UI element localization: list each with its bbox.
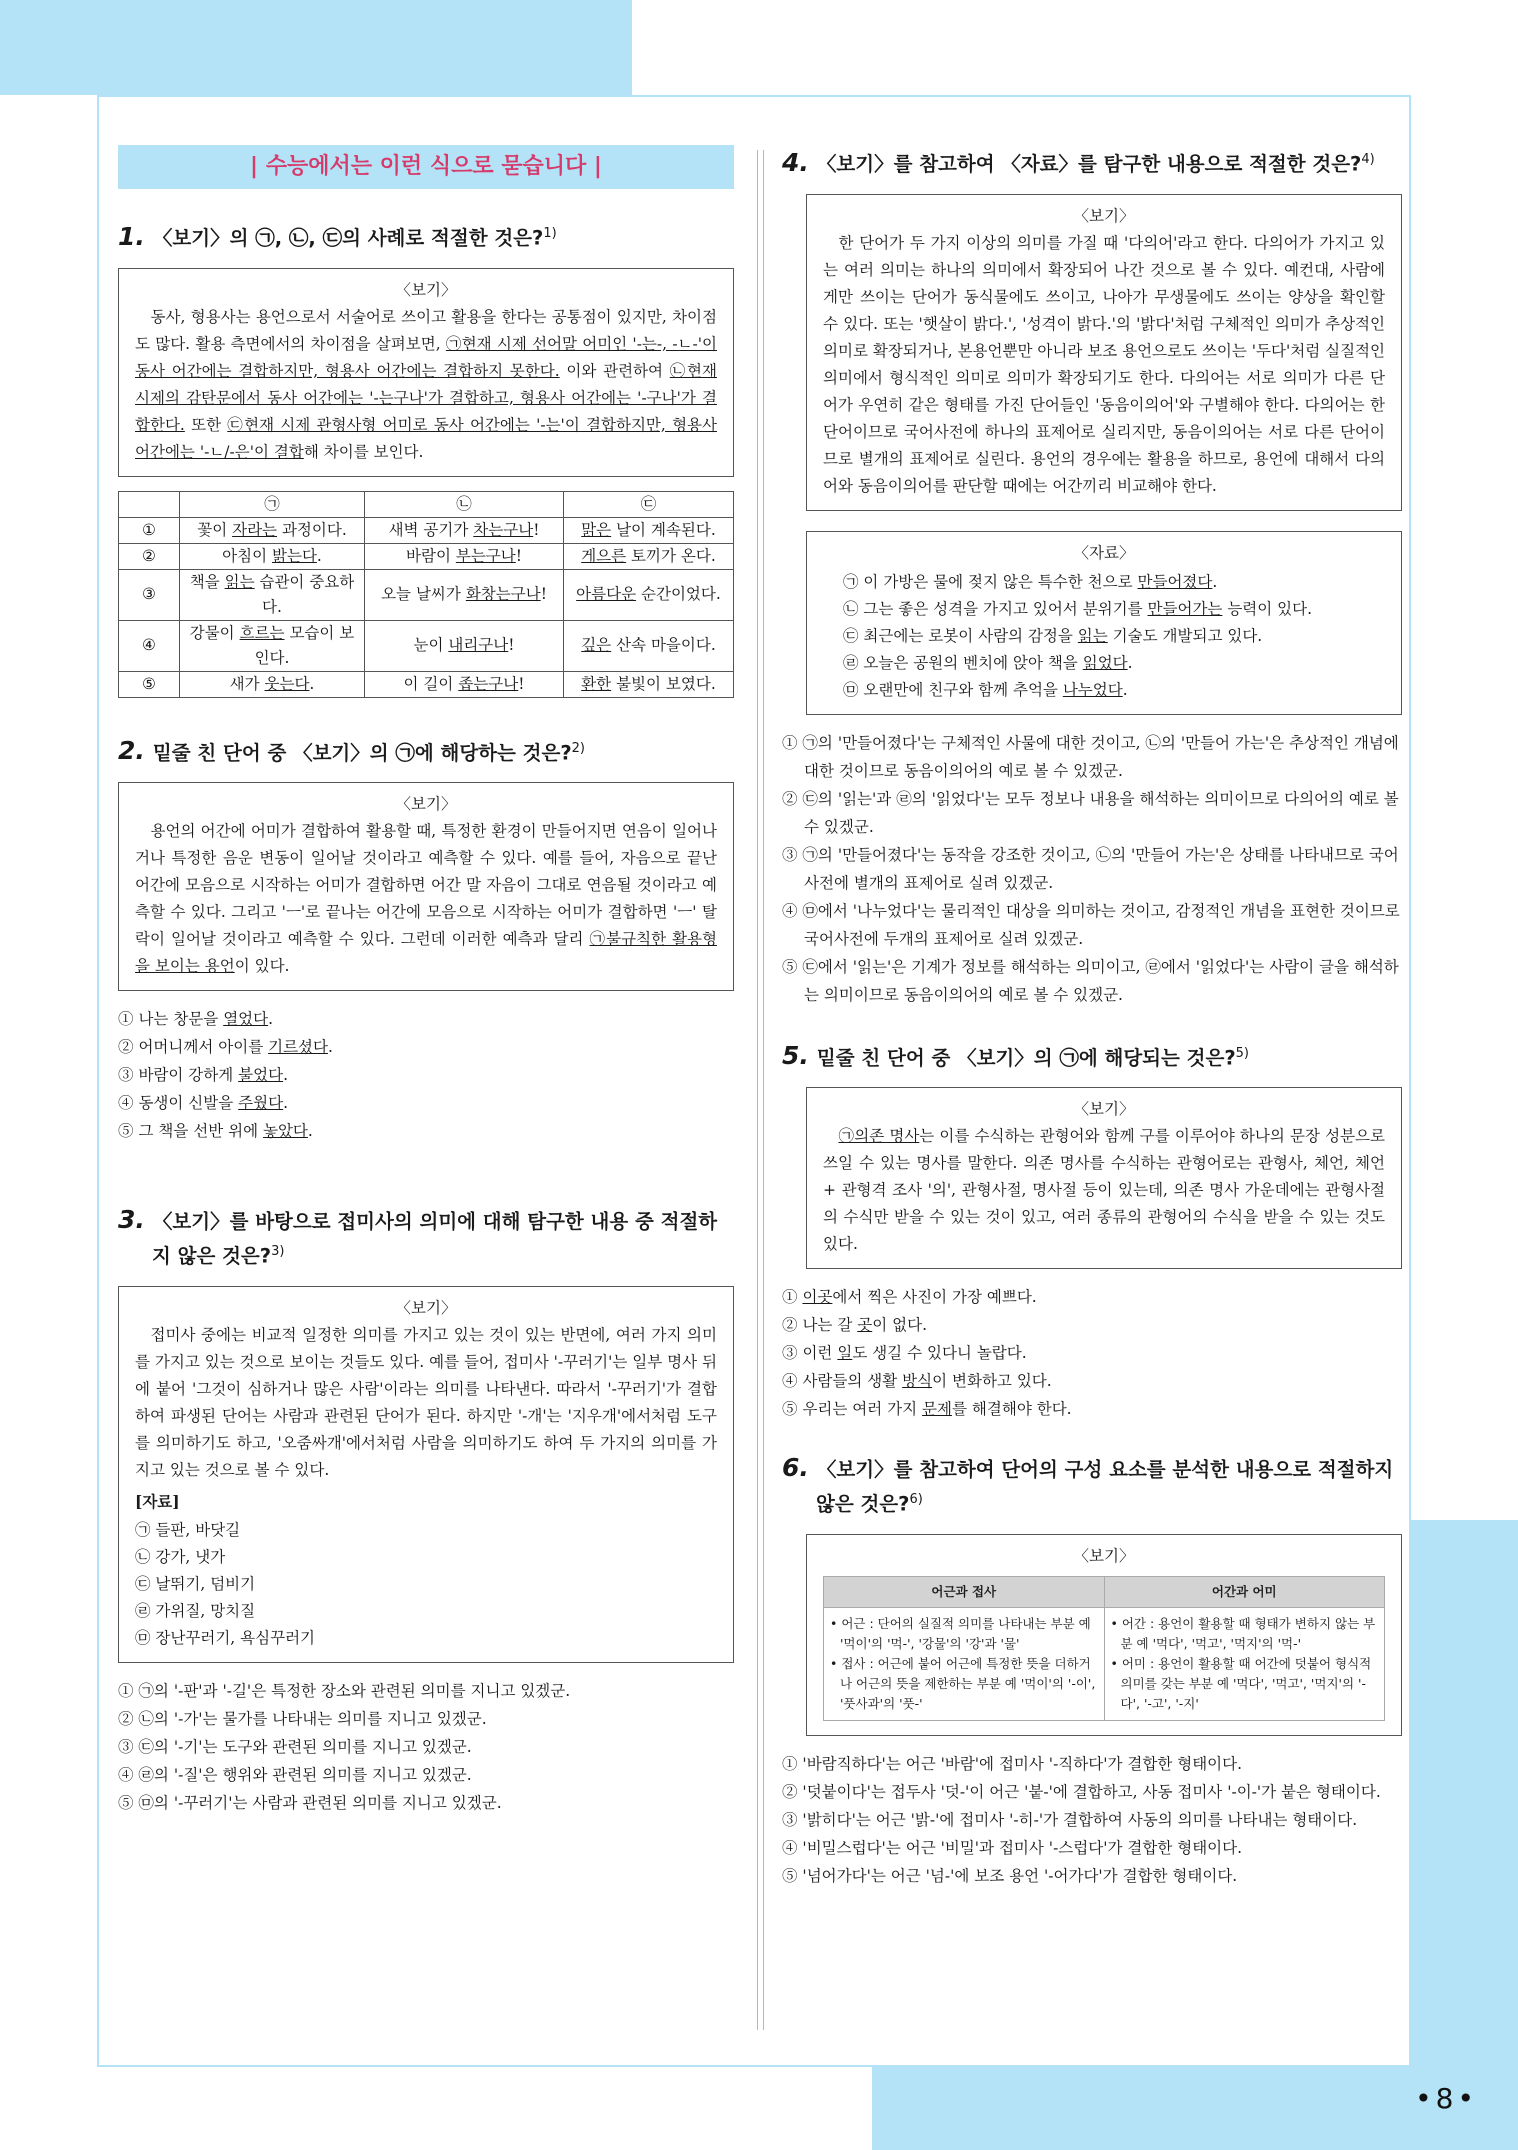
question-6-title bbox=[782, 1453, 1402, 1520]
choice-item[interactable]: ① ㉠의 '-판'과 '-길'은 특정한 장소와 관련된 의미를 지니고 있겠군. bbox=[118, 1681, 571, 1700]
question-number: 5. bbox=[782, 1041, 809, 1070]
choice-list bbox=[782, 729, 1402, 1009]
data-list bbox=[823, 569, 1385, 704]
bogi-text: 용언의 어간에 어미가 결합하여 활용할 때, 특정한 환경이 만들어지면 연음이 일어나거나 특정한 음운 변동이 일어날 것이라고 예측할 수 있다. 예를 들어, 자음으로 끝난 어간에 모음으로 시작하는 어미가 결합하면 어간 말 자음이 그대로 연음될 것이라고 예측할 수 있다. 그리고 'ㅡ'로 끝나는 어간에 모음으로 시작하는 어미가 결합하면 'ㅡ' 탈락이 일어날 것이라고 예측할 수 있다. 그런데 이러한 예측과 달리 ㉠불규칙한 활용형을 보이는 용언이 있다. bbox=[135, 822, 717, 975]
grammar-cell: • 어근 : 단어의 실질적 의미를 나타내는 부분 예 '먹이'의 '먹-', '강물'의 '강'과 '물' • 접사 : 어근에 붙어 어근에 특정한 뜻을 더하거나 어근의 뜻을 제한하는 부분 예 '먹이'의 '-이', '풋사과'의 '풋-' bbox=[824, 1607, 1105, 1720]
bogi-box bbox=[806, 194, 1402, 511]
question-1 bbox=[118, 219, 734, 698]
grammar-table bbox=[823, 1576, 1385, 1721]
footnote-marker: 5) bbox=[1235, 1045, 1249, 1061]
question-text: 밑줄 친 단어 중 〈보기〉의 ㉠에 해당되는 것은? bbox=[816, 1046, 1236, 1069]
choice-item[interactable]: ② '덧붙이다'는 접두사 '덧-'이 어근 '붙-'에 결합하고, 사동 접미사 '-이-'가 붙은 형태이다. bbox=[782, 1782, 1381, 1801]
question-5 bbox=[782, 1039, 1402, 1424]
grammar-cell: • 어간 : 용언이 활용할 때 형태가 변하지 않는 부분 예 '먹다', '먹고', '먹지'의 '먹-' • 어미 : 용언이 활용할 때 어간에 덧붙어 형식적 의미를 갖는 부분 예 '먹다', '먹고', '먹지'의 '-다', '-고', '-지' bbox=[1104, 1607, 1385, 1720]
choice-item[interactable]: ② ㉢의 '읽는'과 ㉣의 '읽었다'는 모두 정보나 내용을 해석하는 의미이므로 다의어의 예로 볼 수 있겠군. bbox=[782, 789, 1399, 836]
left-column bbox=[118, 145, 734, 1829]
choice-list bbox=[118, 1005, 734, 1145]
bogi-text: 접미사 중에는 비교적 일정한 의미를 가지고 있는 것이 있는 반면에, 여러 가지 의미를 가지고 있는 것으로 보이는 것들도 있다. 예를 들어, 접미사 '-꾸러기'는 일부 명사 뒤에 붙어 '그것이 심하거나 많은 사람'이라는 의미를 나타낸다. 따라서 '-꾸러기'가 결합하여 파생된 단어는 사람과 관련된 단어가 된다. 하지만 '-개'는 '지우개'에서처럼 도구를 의미하기도 하고, '오줌싸개'에서처럼 사람을 의미하기도 하여 두 가지의 의미를 가지고 있는 것으로 볼 수 있다. bbox=[135, 1325, 717, 1479]
data-title: [자료] bbox=[135, 1491, 180, 1511]
corner-decoration-top bbox=[0, 0, 632, 95]
table-row[interactable]: ① 꽃이 자라는 과정이다. 새벽 공기가 차는구나! 맑은 날이 계속된다. bbox=[119, 517, 734, 543]
choice-item[interactable]: ③ '밝히다'는 어근 '밝-'에 접미사 '-히-'가 결합하여 사동의 의미를 나타내는 형태이다. bbox=[782, 1810, 1358, 1829]
choice-item[interactable]: ② 나는 갈 곳이 없다. bbox=[782, 1316, 927, 1334]
table-row[interactable]: ③ 책을 읽는 습관이 중요하다. 오늘 날씨가 화창는구나! 아름다운 순간이었다. bbox=[119, 569, 734, 620]
choice-item[interactable]: ⑤ 그 책을 선반 위에 놓았다. bbox=[118, 1122, 313, 1140]
choice-item[interactable]: ① ㉠의 '만들어졌다'는 구체적인 사물에 대한 것이고, ㉡의 '만들어 가는'은 추상적인 개념에 대한 것이므로 동음이의어의 예로 볼 수 있겠군. bbox=[782, 733, 1399, 780]
question-2-title bbox=[118, 734, 734, 769]
choice-list bbox=[782, 1283, 1402, 1423]
choice-item[interactable]: ④ 동생이 신발을 주웠다. bbox=[118, 1094, 289, 1112]
question-text: 〈보기〉의 ㉠, ㉡, ㉢의 사례로 적절한 것은? bbox=[152, 226, 544, 250]
choice-item[interactable]: ① '바람직하다'는 어근 '바람'에 접미사 '-직하다'가 결합한 형태이다. bbox=[782, 1754, 1243, 1773]
choice-list bbox=[782, 1750, 1402, 1890]
grammar-col-header: 어근과 접사 bbox=[824, 1576, 1105, 1607]
choice-item[interactable]: ④ '비밀스럽다'는 어근 '비밀'과 접미사 '-스럽다'가 결합한 형태이다. bbox=[782, 1838, 1243, 1857]
choice-item[interactable]: ③ 바람이 강하게 불었다. bbox=[118, 1066, 289, 1084]
column-divider bbox=[757, 150, 764, 2030]
choice-item[interactable]: ② ㉡의 '-가'는 물가를 나타내는 의미를 지니고 있겠군. bbox=[118, 1709, 487, 1728]
data-item: ㉠ 이 가방은 물에 젖지 않은 특수한 천으로 만들어졌다. bbox=[843, 572, 1218, 591]
table-row[interactable]: ④ 강물이 흐르는 모습이 보인다. 눈이 내리구나! 깊은 산속 마을이다. bbox=[119, 620, 734, 671]
table-row[interactable]: ② 아침이 밝는다. 바람이 부는구나! 게으른 토끼가 온다. bbox=[119, 543, 734, 569]
box-title: 〈보기〉 bbox=[1073, 206, 1135, 225]
choice-item[interactable]: ⑤ '넘어가다'는 어근 '넘-'에 보조 용언 '-어가다'가 결합한 형태이다. bbox=[782, 1866, 1238, 1885]
footnote-marker: 6) bbox=[909, 1492, 923, 1507]
question-2 bbox=[118, 734, 734, 1146]
data-box bbox=[806, 531, 1402, 715]
choice-item[interactable]: ⑤ 우리는 여러 가지 문제를 해결해야 한다. bbox=[782, 1400, 1072, 1418]
footnote-marker: 2) bbox=[571, 740, 585, 756]
box-title: 〈보기〉 bbox=[1073, 1546, 1135, 1565]
page-number: •8• bbox=[1415, 2082, 1478, 2115]
data-item: ㉠ 들판, 바닷길 bbox=[135, 1520, 241, 1539]
choice-item[interactable]: ③ 이런 일도 생길 수 있다니 놀랍다. bbox=[782, 1344, 1027, 1362]
choice-item[interactable]: ③ ㉠의 '만들어졌다'는 동작을 강조한 것이고, ㉡의 '만들어 가는'은 상태를 나타내므로 국어사전에 별개의 표제어로 실려 있겠군. bbox=[782, 845, 1399, 892]
question-3 bbox=[118, 1205, 734, 1817]
box-title: 〈보기〉 bbox=[395, 795, 457, 813]
bogi-box bbox=[118, 268, 734, 477]
choice-item[interactable]: ④ ㉤에서 '나누었다'는 물리적인 대상을 의미하는 것이고, 감정적인 개념을 표현한 것이므로 국어사전에 두개의 표제어로 실려 있겠군. bbox=[782, 901, 1400, 948]
question-1-title bbox=[118, 219, 734, 254]
question-text: 〈보기〉를 바탕으로 접미사의 의미에 대해 탐구한 내용 중 적절하지 않은 것은? bbox=[152, 1210, 718, 1268]
question-number: 1. bbox=[118, 221, 145, 251]
right-column bbox=[782, 145, 1402, 1902]
choice-item[interactable]: ⑤ ㉢에서 '읽는'은 기계가 정보를 해석하는 의미이고, ㉣에서 '읽었다'는 사람이 글을 해석하는 의미이므로 동음이의어의 예로 볼 수 있겠군. bbox=[782, 957, 1399, 1004]
choice-list bbox=[118, 1677, 734, 1817]
bogi-box bbox=[806, 1534, 1402, 1736]
question-6 bbox=[782, 1453, 1402, 1890]
answer-options-table bbox=[118, 491, 734, 698]
question-number: 2. bbox=[118, 736, 145, 765]
bogi-text: ㉠의존 명사는 이를 수식하는 관형어와 함께 구를 이루어야 하나의 문장 성분으로 쓰일 수 있는 명사를 말한다. 의존 명사를 수식하는 관형어로는 관형사, 체언, 체언 + 관형격 조사 '의', 관형사절, 명사절 등이 있는데, 의존 명사 가운데에는 관형사절의 수식만 받을 수 있는 것이 있고, 여러 종류의 관형어의 수식을 받을 수 있는 것도 있다. bbox=[823, 1127, 1385, 1253]
data-item: ㉡ 그는 좋은 성격을 가지고 있어서 분위기를 만들어가는 능력이 있다. bbox=[843, 599, 1313, 618]
data-list bbox=[135, 1517, 717, 1652]
data-item: ㉢ 날뛰기, 덤비기 bbox=[135, 1574, 256, 1593]
data-item: ㉢ 최근에는 로봇이 사람의 감정을 읽는 기술도 개발되고 있다. bbox=[843, 626, 1263, 645]
question-text: 밑줄 친 단어 중 〈보기〉의 ㉠에 해당하는 것은? bbox=[152, 741, 572, 764]
choice-item[interactable]: ① 이곳에서 찍은 사진이 가장 예쁘다. bbox=[782, 1288, 1037, 1306]
bogi-box bbox=[118, 1286, 734, 1663]
choice-item[interactable]: ② 어머니께서 아이를 기르셨다. bbox=[118, 1038, 333, 1056]
bogi-text: 동사, 형용사는 용언으로서 서술어로 쓰이고 활용을 한다는 공통점이 있지만, 차이점도 많다. 활용 측면에서의 차이점을 살펴보면, ㉠현재 시제 선어말 어미인 '-는-, -ㄴ-'이 동사 어간에는 결합하지만, 형용사 어간에는 결합하지 못한다. 이와 관련하여 ㉡현재 시제의 감탄문에서 동사 어간에는 '-는구나'가 결합하고, 형용사 어간에는 '-구나'가 결합한다. 또한 ㉢현재 시제 관형사형 어미로 동사 어간에는 '-는'이 결합하지만, 형용사 어간에는 '-ㄴ/-은'이 결합해 차이를 보인다. bbox=[135, 307, 717, 461]
box-title: 〈보기〉 bbox=[395, 1298, 457, 1317]
grammar-col-header: 어간과 어미 bbox=[1104, 1576, 1385, 1607]
choice-item[interactable]: ① 나는 창문을 열었다. bbox=[118, 1010, 274, 1028]
data-item: ㉣ 오늘은 공원의 벤치에 앉아 책을 읽었다. bbox=[843, 653, 1133, 672]
box-title: 〈자료〉 bbox=[1073, 543, 1135, 562]
question-number: 6. bbox=[782, 1453, 809, 1482]
choice-item[interactable]: ③ ㉢의 '-기'는 도구와 관련된 의미를 지니고 있겠군. bbox=[118, 1737, 472, 1756]
question-text: 〈보기〉를 참고하여 단어의 구성 요소를 분석한 내용으로 적절하지 않은 것은? bbox=[816, 1458, 1394, 1516]
data-item: ㉡ 강가, 냇가 bbox=[135, 1547, 226, 1566]
choice-item[interactable]: ④ ㉣의 '-질'은 행위와 관련된 의미를 지니고 있겠군. bbox=[118, 1765, 472, 1784]
footnote-marker: 3) bbox=[271, 1244, 285, 1259]
question-text: 〈보기〉를 참고하여 〈자료〉를 탐구한 내용으로 적절한 것은? bbox=[816, 152, 1362, 176]
choice-item[interactable]: ④ 사람들의 생활 방식이 변화하고 있다. bbox=[782, 1372, 1052, 1390]
data-item: ㉤ 장난꾸러기, 욕심꾸러기 bbox=[135, 1628, 316, 1647]
question-5-title bbox=[782, 1039, 1402, 1074]
bogi-text: 한 단어가 두 가지 이상의 의미를 가질 때 '다의어'라고 한다. 다의어가 가지고 있는 여러 의미는 하나의 의미에서 확장되어 나간 것으로 볼 수 있다. 예컨대, 사람에게만 쓰이는 단어가 동식물에도 쓰이고, 나아가 무생물에도 쓰이는 양상을 확인할 수 있다. 또는 '햇살이 밝다.', '성격이 밝다.'의 '밝다'처럼 구체적인 의미가 추상적인 의미로 확장되거나, 본용언뿐만 아니라 보조 용언으로도 쓰이는 '두다'처럼 실질적인 의미에서 형식적인 의미로 의미가 확장되기도 한다. 다의어는 서로 의미가 다른 단어가 우연히 같은 형태를 가진 단어들인 '동음이의어'와 구별해야 한다. 다의어는 한 단어이므로 국어사전에 하나의 표제어로 실리지만, 동음이의어는 서로 다른 단어이므로 별개의 표제어로 실린다. 용언의 경우에는 활용을 하므로, 용언에 대해서 다의어와 동음이의어를 판단할 때에는 어간끼리 비교해야 한다. bbox=[823, 233, 1385, 495]
box-title: 〈보기〉 bbox=[1073, 1100, 1135, 1118]
bogi-box bbox=[806, 1087, 1402, 1269]
data-item: ㉣ 가위질, 망치질 bbox=[135, 1601, 256, 1620]
question-4-title bbox=[782, 145, 1402, 180]
table-header-row: ㉠ ㉡ ㉢ bbox=[119, 491, 734, 517]
section-banner: | 수능에서는 이런 식으로 묻습니다 | bbox=[118, 145, 734, 189]
question-3-title bbox=[118, 1205, 734, 1272]
data-item: ㉤ 오랜만에 친구와 함께 추억을 나누었다. bbox=[843, 680, 1128, 699]
box-title: 〈보기〉 bbox=[395, 280, 457, 299]
footnote-marker: 1) bbox=[543, 226, 557, 241]
question-number: 4. bbox=[782, 147, 809, 177]
question-number: 3. bbox=[118, 1205, 145, 1234]
question-4 bbox=[782, 145, 1402, 1009]
footnote-marker: 4) bbox=[1361, 152, 1375, 167]
bogi-box bbox=[118, 782, 734, 991]
table-row[interactable]: ⑤ 새가 웃는다. 이 길이 좁는구나! 환한 불빛이 보였다. bbox=[119, 671, 734, 697]
choice-item[interactable]: ⑤ ㉤의 '-꾸러기'는 사람과 관련된 의미를 지니고 있겠군. bbox=[118, 1793, 502, 1812]
